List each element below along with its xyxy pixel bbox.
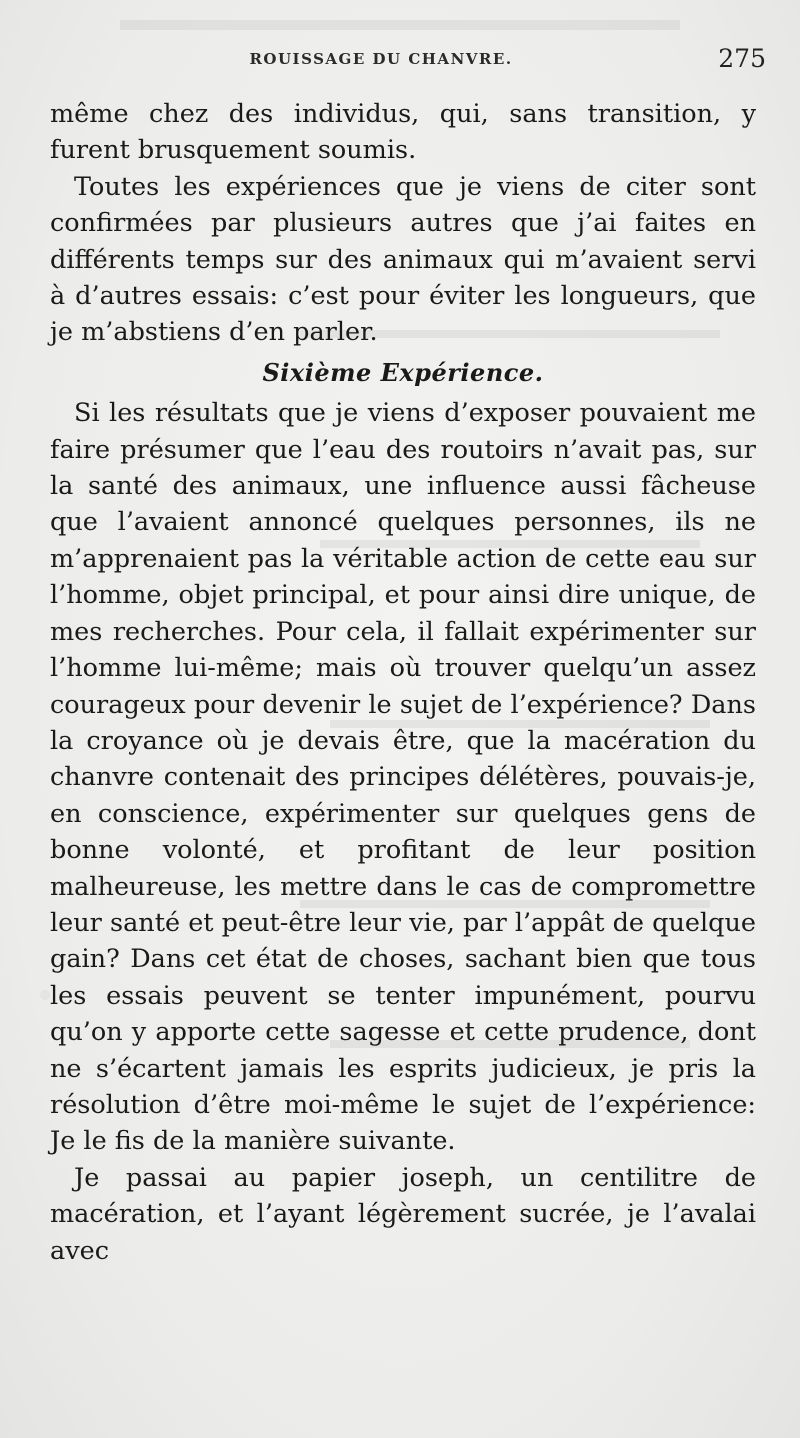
page-header	[76, 44, 776, 80]
paragraph-experiments-confirmed: Toutes les expériences que je viens de citer sont confirmées par plusieurs autres que j’ai faites en différents temps sur des animaux qui m’avaient servi à d’autres essais: c’est pour éviter les longueurs, que je m’abstiens d’en parler.	[50, 171, 756, 348]
page-number: 275	[718, 44, 766, 73]
paper-stain	[40, 990, 50, 1000]
section-heading: Sixième Expérience.	[262, 357, 544, 387]
paragraph-continuation: même chez des individus, qui, sans transition, y furent brusquement soumis.	[50, 99, 756, 166]
body-text	[50, 96, 756, 1269]
paragraph-procedure: Je passai au papier joseph, un centilitre de macération, et l’ayant légèrement sucrée, je l’avalai avec	[50, 1162, 756, 1266]
running-head: ROUISSAGE DU CHANVRE.	[249, 50, 513, 68]
paragraph-sixth-experience: Si les résultats que je viens d’exposer pouvaient me faire présumer que l’eau des routoirs n’avait pas, sur la santé des animaux, une influence aussi fâcheuse que l’avaient annoncé quelques personnes, ils ne m’apprenaient pas la véritable action de cette eau sur l’homme, objet principal, et pour ainsi dire unique, de mes recherches. Pour cela, il fallait expérimenter sur l’homme lui-même; mais où trouver quelqu’un assez courageux pour devenir le sujet de l’expérience? Dans la croyance où je devais être, que la macération du chanvre contenait des principes délétères, pouvais-je, en conscience, expérimenter sur quelques gens de bonne volonté, et profitant de leur position malheureuse, les mettre dans le cas de compromettre leur santé et peut-être leur vie, par l’appât de quelque gain? Dans cet état de choses, sachant bien que tous les essais peuvent se tenter impunément, pourvu qu’on y apporte cette sagesse et cette prudence, dont ne s’écartent jamais les esprits judicieux, je pris la résolution d’être moi-même le sujet de l’expérience: Je le fis de la manière suivante.	[50, 398, 756, 1157]
